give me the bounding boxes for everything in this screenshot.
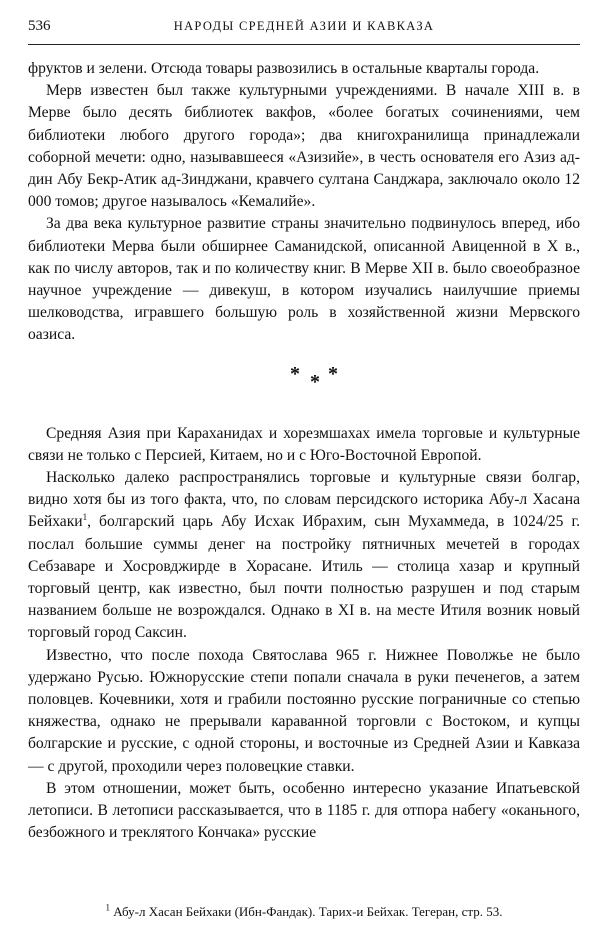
page-header: [28, 18, 580, 38]
paragraph: В этом отношении, может быть, особенно интересно указание Ипатьевской летописи. В летописи рассказывается, что в 1185 г. для отпора набегу «оканьного, безбожного и треклятого Кончака» русские: [28, 779, 580, 842]
main-text: [28, 58, 580, 845]
paragraph: [28, 467, 580, 645]
separator-star: *: [290, 362, 300, 385]
footnote: [28, 904, 580, 920]
footnote-ref[interactable]: 1: [82, 512, 88, 523]
section-separator: [28, 347, 580, 423]
paragraph: Мерв известен был также культурными учреждениями. В начале XIII в. в Мерве было десять библиотек вакфов, «более богатых сочинениями, чем библиотеки любого другого города»; два книгохранилища принадлежали соборной мечети: одно, называвшееся «Азизийе», в честь основателя его Азиз ад-дин Абу Бекр-Атик ад-Зинджани, кравчего султана Санджара, заключало около 12 000 томов; другое называлось «Кемалийе».: [28, 82, 580, 211]
footnote-text: Абу-л Хасан Бейхаки (Ибн-Фандак). Тарих-и Бейхак. Тегеран, стр. 53.: [113, 904, 503, 919]
paragraph: Известно, что после похода Святослава 965 г. Нижнее Поволжье не было удержано Русью. Южнорусские степи попали сначала в руки печенегов, а затем половцев. Кочевники, хотя и грабили постоянно русские пограничные со степью княжества, однако не прерывали караванной торговли с Востоком, и купцы болгарские и русские, с одной стороны, и восточные из Средней Азии и Кавказа — с другой, проходили через половецкие ставки.: [28, 646, 580, 775]
header-rule: [28, 44, 580, 45]
paragraph-text: , болгарский царь Абу Исхак Ибрахим, сын Мухаммеда, в 1024/25 г. послал большие суммы денег на постройку пятничных мечетей в городах Себзаваре и Хосровджирде в Хорасане. Итиль — столица хазар и крупный торговый центр, как известно, был почти полностью разрушен и под старым названием больше не возрождался. Однако в XI в. на месте Итиля возник новый торговый город Саксин.: [28, 513, 580, 642]
paragraph: фруктов и зелени. Отсюда товары развозились в остальные кварталы города.: [28, 60, 540, 77]
paragraph: Средняя Азия при Караханидах и хорезмшахах имела торговые и культурные связи не только с Персией, Китаем, но и с Юго-Восточной Европой.: [28, 424, 580, 464]
paragraph: За два века культурное развитие страны значительно подвинулось вперед, ибо библиотеки Мерва были обширнее Саманидской, описанной Авиценной в X в., как по числу авторов, так и по количеству книг. В Мерве XII в. было своеобразное научное учреждение — дивекуш, в котором изучались наилучшие приемы шелководства, игравшего большую роль в хозяйственной жизни Мервского оазиса.: [28, 215, 580, 344]
running-title: НАРОДЫ СРЕДНЕЙ АЗИИ И КАВКАЗА: [173, 19, 435, 33]
page-number: 536: [28, 18, 51, 34]
separator-star: *: [310, 370, 320, 393]
footnote-marker: 1: [105, 902, 111, 913]
separator-star: *: [328, 362, 338, 385]
paragraph-text: Насколько далеко распространялись торговые и культурные связи болгар, видно хотя бы из того факта, что, по словам персидского историка Абу-л Хасана Бейхаки: [28, 469, 580, 531]
